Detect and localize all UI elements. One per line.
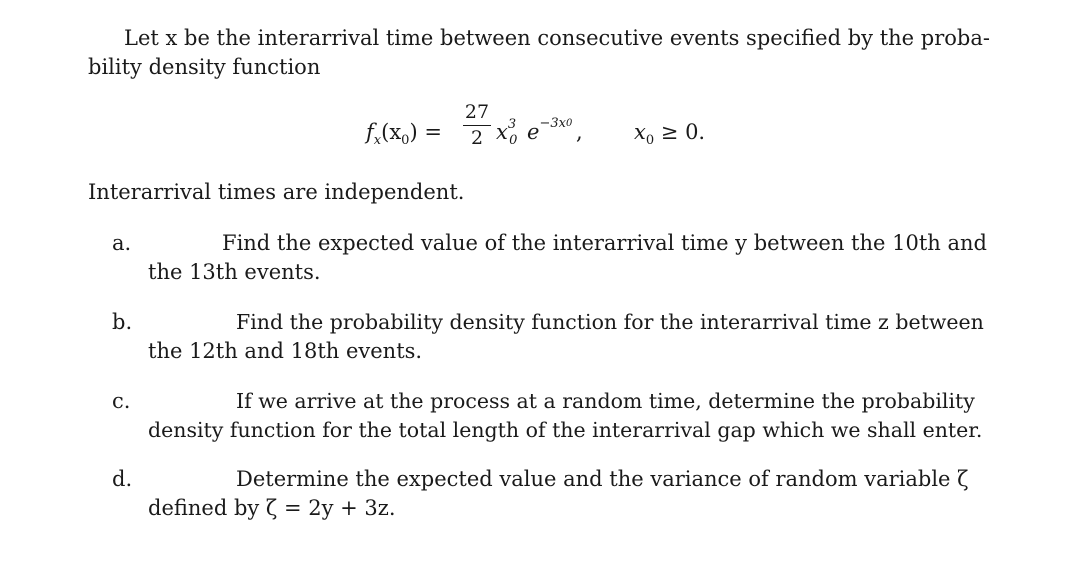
- intro-line-1: Let x be the interarrival time between consecutive events specified by the proba-: [124, 26, 990, 50]
- eq-lhs: $f_x(x_0)$ =: [366, 120, 442, 149]
- part-c-line-1: If we arrive at the process at a random time, determine the probability: [236, 389, 975, 413]
- part-label: d.: [112, 467, 133, 491]
- part-label: b.: [112, 310, 133, 334]
- part-label: a.: [112, 231, 132, 255]
- part-a-line-1: Find the expected value of the interarrival time y between the 10th and: [222, 231, 987, 255]
- statement: Interarrival times are independent.: [88, 180, 465, 204]
- eq-fraction: [463, 100, 491, 150]
- eq-fraction-numerator: 27: [464, 101, 490, 123]
- eq-fraction-denominator: 2: [470, 127, 484, 149]
- eq-condition: $x_0 \ge 0$.: [634, 120, 706, 149]
- eq-term: $x^3_0$: [496, 117, 518, 149]
- part-d-line-2: defined by ζ = 2y + 3z.: [148, 496, 396, 520]
- part-b-line-1: Find the probability density function for the interarrival time z between: [236, 310, 984, 334]
- eq-comma: ,: [576, 120, 583, 144]
- intro-line-2: bility density function: [88, 55, 321, 79]
- part-a-line-2: the 13th events.: [148, 260, 321, 284]
- pdf-equation: [0, 96, 1080, 166]
- part-d-line-1: Determine the expected value and the variance of random variable ζ: [236, 467, 969, 491]
- eq-exponential: $e^{-3x}_0$: [527, 116, 573, 144]
- part-label: c.: [112, 389, 131, 413]
- part-b-line-2: the 12th and 18th events.: [148, 339, 423, 363]
- part-c-line-2: density function for the total length of the interarrival gap which we shall enter.: [148, 418, 983, 442]
